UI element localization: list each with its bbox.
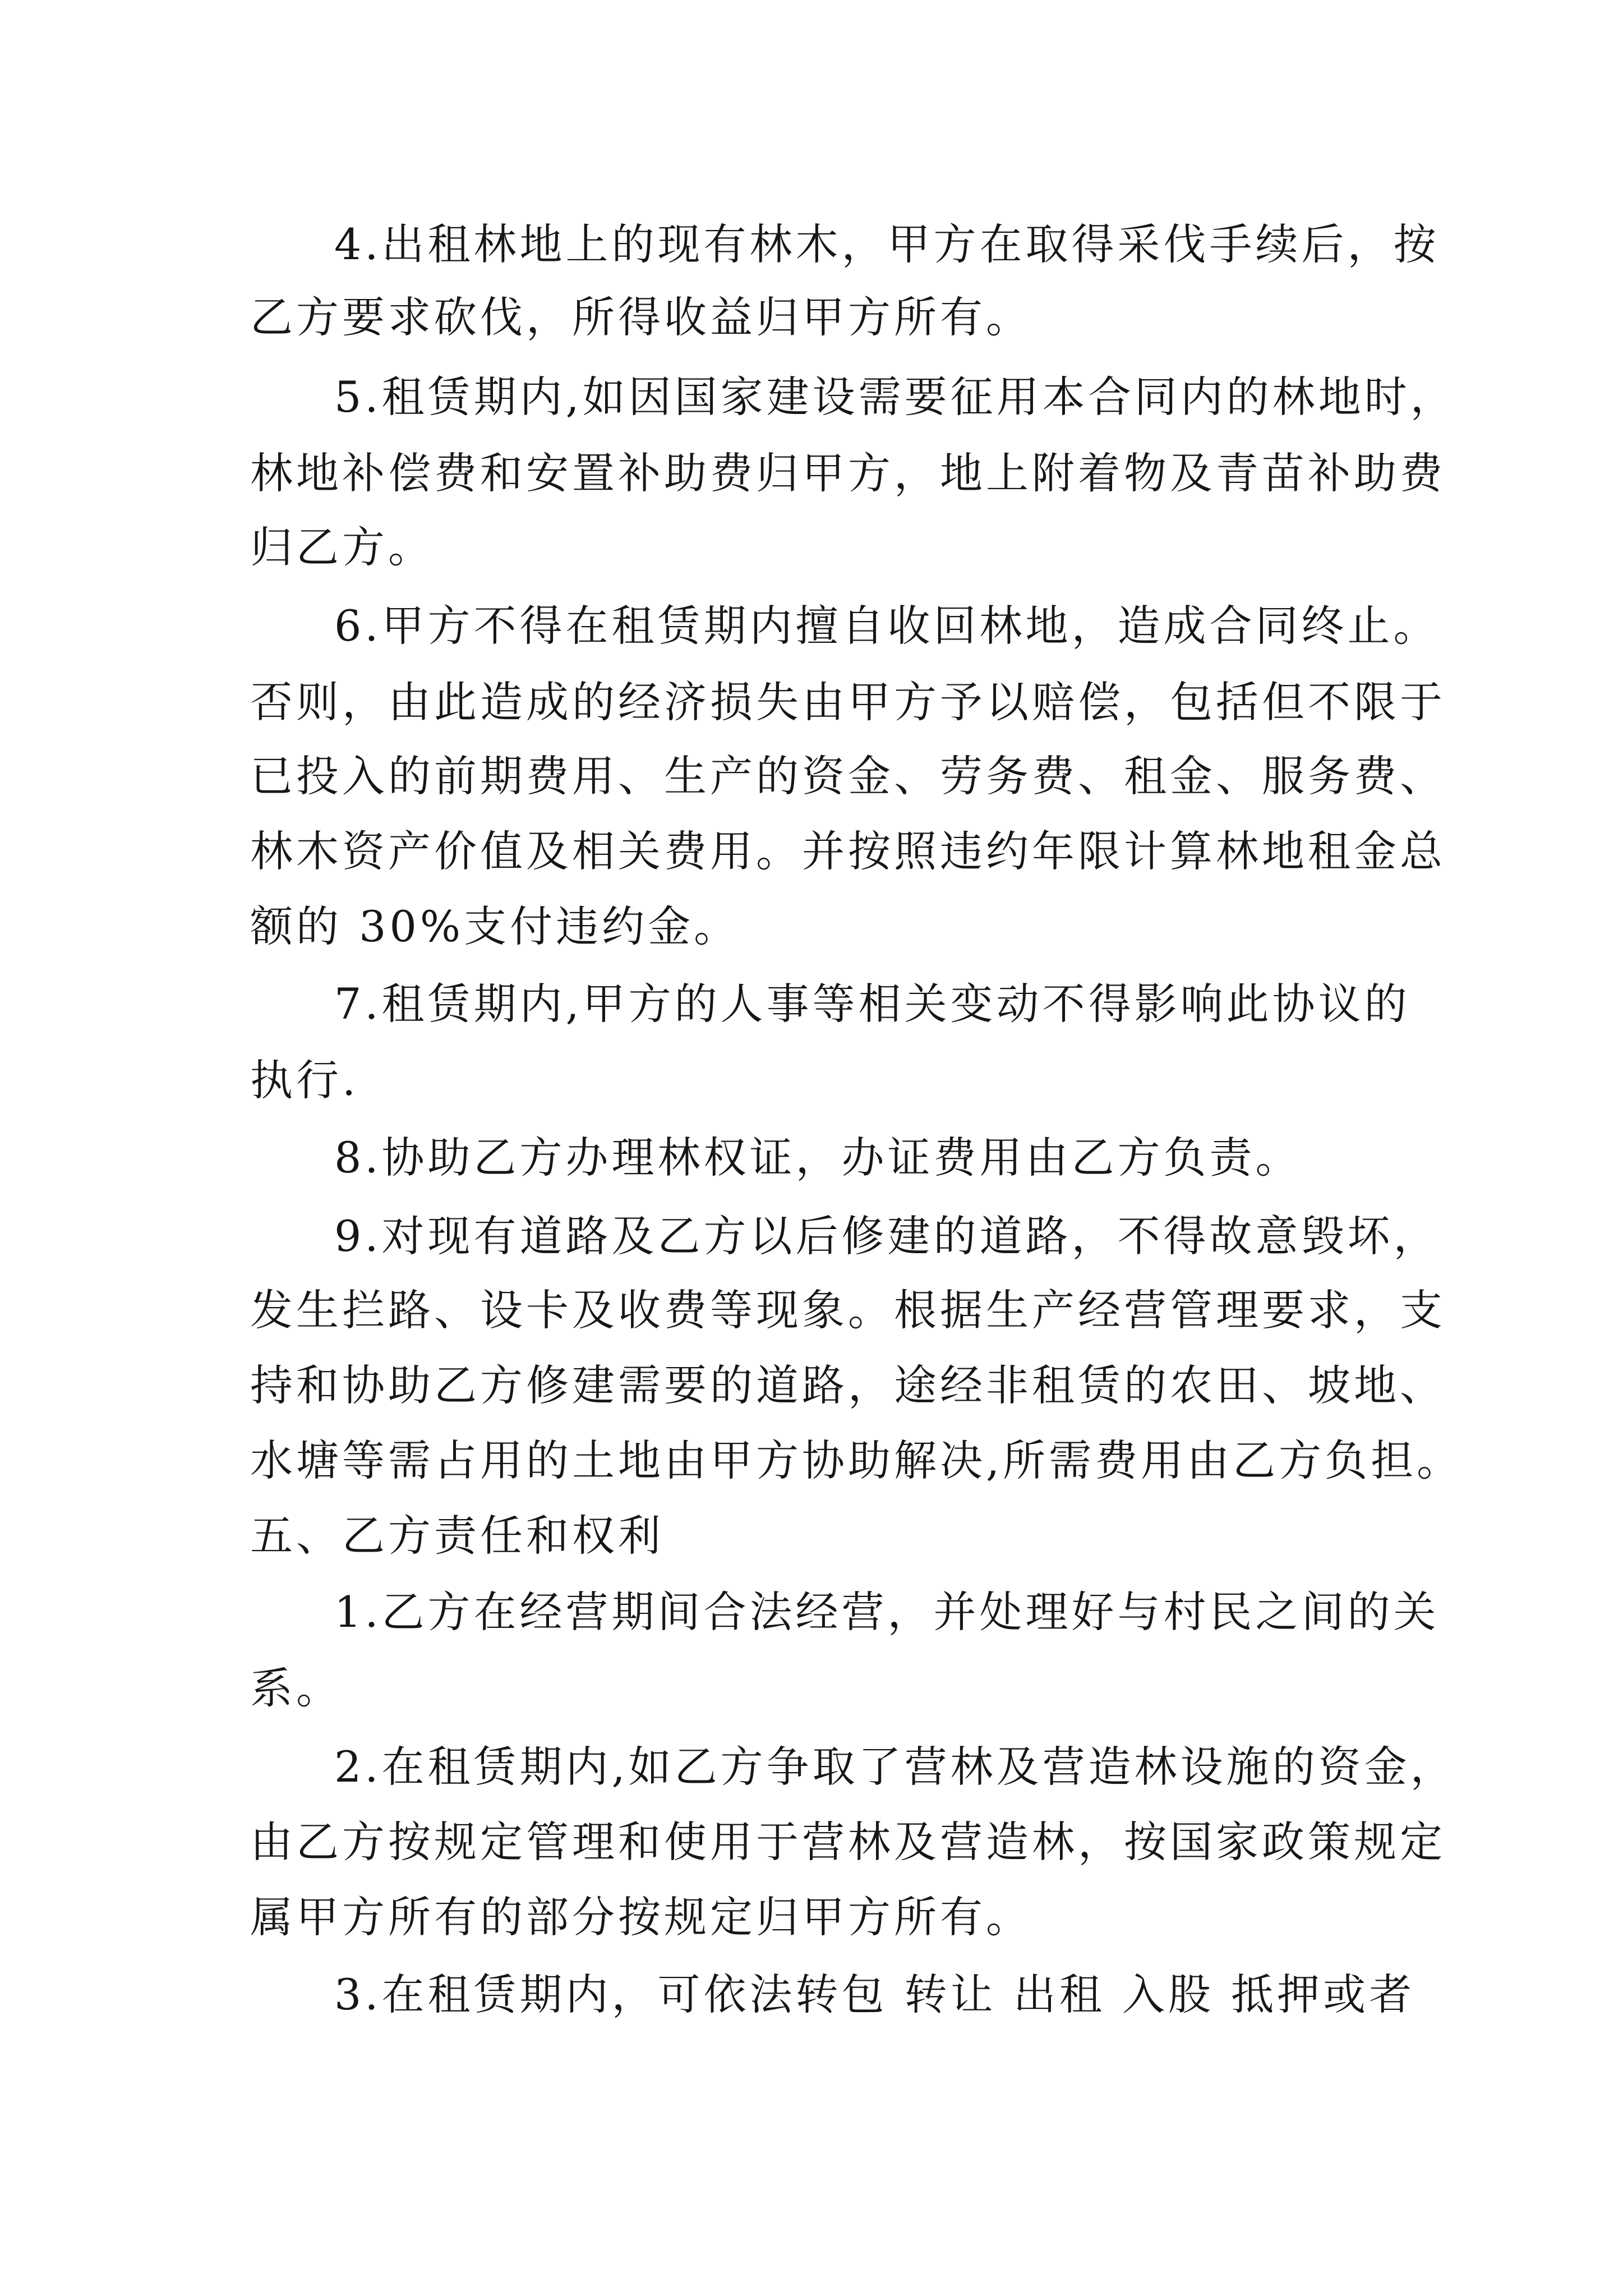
clause-8-line-1: 8.协助乙方办理林权证，办证费用由乙方负责。 <box>334 1133 1302 1182</box>
clause-4-line-1: 4.出租林地上的现有林木，甲方在取得采伐手续后，按 <box>334 219 1440 269</box>
clause-5-line-2: 林地补偿费和安置补助费归甲方，地上附着物及青苗补助费 <box>250 448 1446 498</box>
b-clause-1-line-1: 1.乙方在经营期间合法经营，并处理好与村民之间的关 <box>334 1587 1440 1637</box>
b-clause-3-line-1: 3.在租赁期内，可依法转包 转让 出租 入股 抵押或者 <box>334 1970 1415 2019</box>
clause-6-line-4: 林木资产价值及相关费用。并按照违约年限计算林地租金总 <box>250 826 1446 876</box>
b-clause-2-line-1: 2.在租赁期内,如乙方争取了营林及营造林设施的资金， <box>334 1742 1456 1792</box>
clause-6-line-2: 否则，由此造成的经济损失由甲方予以赔偿，包括但不限于 <box>250 677 1446 727</box>
clause-6-line-5: 额的 30%支付违约金。 <box>250 901 740 951</box>
section-heading-five: 五、乙方责任和权利 <box>250 1511 664 1561</box>
clause-9-line-1: 9.对现有道路及乙方以后修建的道路，不得故意毁坏， <box>334 1211 1440 1261</box>
b-clause-2-line-3: 属甲方所有的部分按规定归甲方所有。 <box>250 1892 1032 1942</box>
clause-9-line-2: 发生拦路、设卡及收费等现象。根据生产经营管理要求，支 <box>250 1285 1446 1335</box>
clause-9-line-4: 水塘等需占用的土地由甲方协助解决,所需费用由乙方负担。 <box>250 1435 1463 1485</box>
clause-4-line-2: 乙方要求砍伐，所得收益归甲方所有。 <box>250 292 1032 342</box>
clause-5-line-3: 归乙方。 <box>250 522 434 572</box>
b-clause-2-line-2: 由乙方按规定管理和使用于营林及营造林，按国家政策规定 <box>250 1817 1446 1867</box>
clause-6-line-3: 已投入的前期费用、生产的资金、劳务费、租金、服务费、 <box>250 751 1446 801</box>
b-clause-1-line-2: 系。 <box>250 1663 342 1713</box>
clause-9-line-3: 持和协助乙方修建需要的道路，途经非租赁的农田、坡地、 <box>250 1360 1446 1410</box>
clause-5-line-1: 5.租赁期内,如因国家建设需要征用本合同内的林地时， <box>334 372 1456 422</box>
clause-6-line-1: 6.甲方不得在租赁期内擅自收回林地，造成合同终止。 <box>334 601 1440 651</box>
clause-7-line-1: 7.租赁期内,甲方的人事等相关变动不得影响此协议的 <box>334 979 1410 1029</box>
clause-7-line-2: 执行. <box>250 1055 359 1105</box>
